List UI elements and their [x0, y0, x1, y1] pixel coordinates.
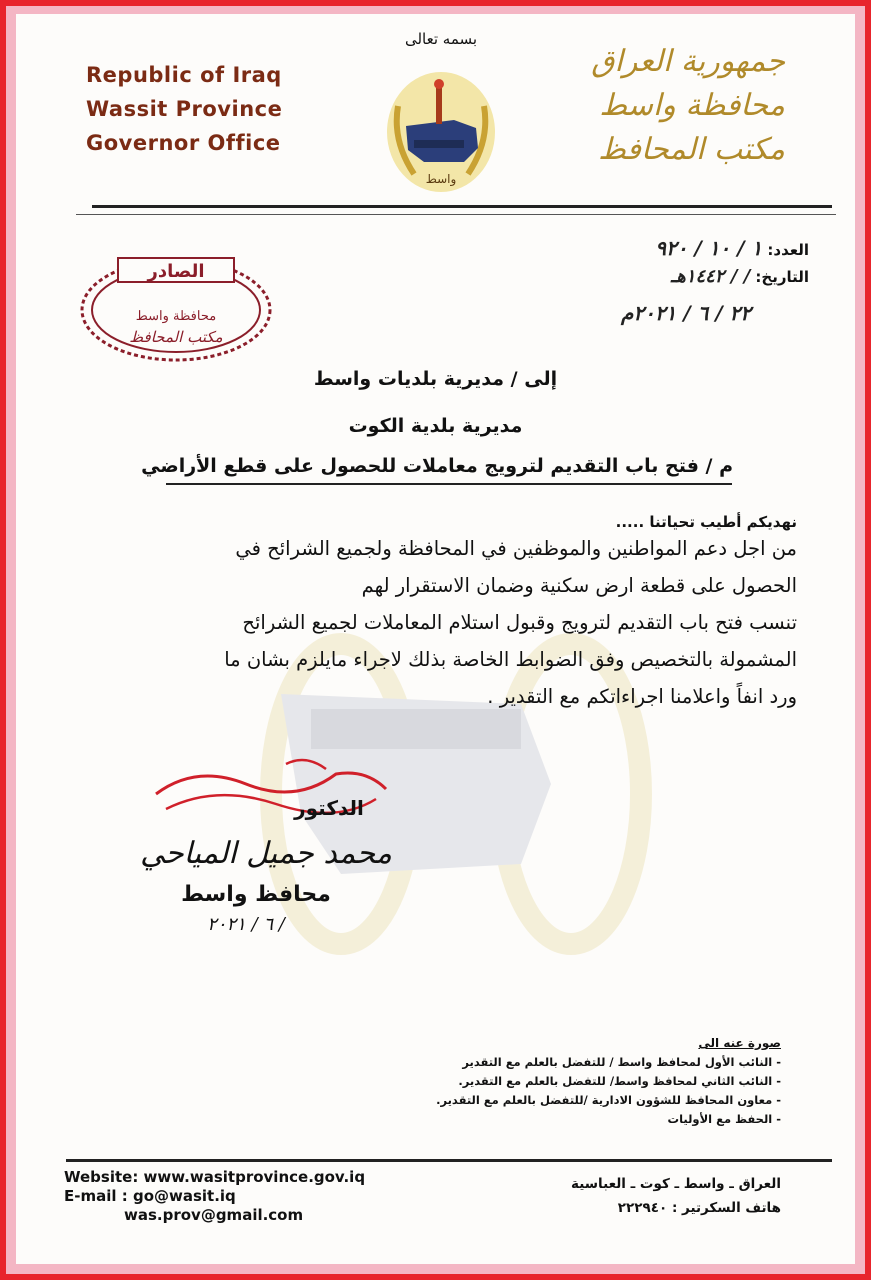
- subject-line: م / فتح باب التقديم لترويج معاملات للحصول على قطع الأراضي: [141, 455, 733, 477]
- reference-number: [655, 236, 809, 260]
- email-link-secondary[interactable]: was.prov@gmail.com: [124, 1206, 304, 1224]
- number-label: العدد:: [767, 241, 809, 259]
- body-line-2: الحصول على قطعة ارض سكنية وضمان الاستقرار لهم: [361, 574, 797, 597]
- cc-heading: صورة عنه الى: [698, 1036, 781, 1050]
- header-en-line-1: Republic of Iraq: [86, 63, 282, 87]
- greeting: نهديكم أطيب تحياتنا .....: [615, 513, 797, 531]
- body-line-5: ورد انفاً واعلامنا اجراءاتكم مع التقدير .: [487, 685, 797, 708]
- arabic-header: [591, 40, 785, 172]
- header-ar-line-2: محافظة واسط: [599, 88, 785, 123]
- stamp-top: الصادر: [147, 261, 205, 282]
- stamp-line-2: مكتب المحافظ: [129, 328, 223, 346]
- website-link[interactable]: Website: www.wasitprovince.gov.iq: [64, 1168, 366, 1186]
- body-line-1: من اجل دعم المواطنين والموظفين في المحافظة ولجميع الشرائح في: [235, 537, 797, 560]
- cc-list: [436, 1034, 781, 1129]
- hijri-date: / / ١٤٤٢هـ: [671, 266, 751, 287]
- footer-divider: [66, 1159, 832, 1162]
- body-line-4: المشمولة بالتخصيص وفق الضوابط الخاصة بذلك لاجراء مايلزم بشان ما: [224, 648, 797, 671]
- addressee-to: إلى / مديرية بلديات واسط: [313, 368, 558, 390]
- letter-body: [57, 530, 797, 715]
- cc-item: - الحفظ مع الأوليات: [667, 1112, 781, 1126]
- footer-phone-line: هاتف السكرتير : ٢٢٢٩٤٠: [617, 1200, 781, 1216]
- header-divider: [92, 205, 832, 208]
- header-en-line-2: Wassit Province: [86, 97, 283, 121]
- gregorian-date: ٢٢ / ٦ / ٢٠٢١م: [620, 301, 751, 325]
- footer-contact: [64, 1168, 365, 1225]
- basmala: بسمه تعالى: [404, 30, 478, 48]
- email-link[interactable]: E-mail : go@wasit.iq: [64, 1187, 236, 1205]
- footer-address: [571, 1172, 781, 1220]
- outgoing-stamp: [78, 252, 274, 362]
- stamp-line-1: محافظة واسط: [135, 309, 217, 324]
- header-ar-line-3: مكتب المحافظ: [598, 132, 785, 167]
- document-page: [16, 14, 855, 1264]
- cc-item: - النائب الأول لمحافظ واسط / للتفضل بالعلم مع التقدير: [462, 1055, 781, 1069]
- footer-address-line: العراق ـ واسط ـ كوت ـ العباسية: [571, 1176, 781, 1192]
- header-divider-thin: [76, 214, 836, 215]
- signatory-position: محافظ واسط: [181, 882, 331, 907]
- signatory-title: الدكتور: [294, 796, 364, 820]
- cc-item: - النائب الثاني لمحافظ واسط/ للتفضل بالعلم مع التقدير.: [458, 1074, 781, 1088]
- body-line-3: تنسب فتح باب التقديم لترويج وقبول استلام المعاملات لجميع الشرائح: [242, 611, 797, 634]
- header-ar-line-1: جمهورية العراق: [591, 44, 785, 79]
- reference-date: [671, 266, 809, 287]
- signature-date: / ٦ / ٢٠٢١: [207, 914, 285, 935]
- subject-underline: [166, 483, 732, 485]
- date-label: التاريخ:: [755, 268, 809, 286]
- signatory-name: محمد جميل المياحي: [140, 836, 392, 871]
- addressee-sub: مديرية بلدية الكوت: [348, 415, 523, 437]
- english-header: [86, 58, 282, 160]
- number-value: ١ / ١٠ / ٩٢٠: [655, 236, 763, 260]
- wasit-emblem-logo: [384, 66, 498, 194]
- emblem-label: واسط: [425, 172, 457, 186]
- cc-item: - معاون المحافظ للشؤون الادارية /للتفضل بالعلم مع التقدير.: [436, 1093, 781, 1107]
- header-en-line-3: Governor Office: [86, 131, 281, 155]
